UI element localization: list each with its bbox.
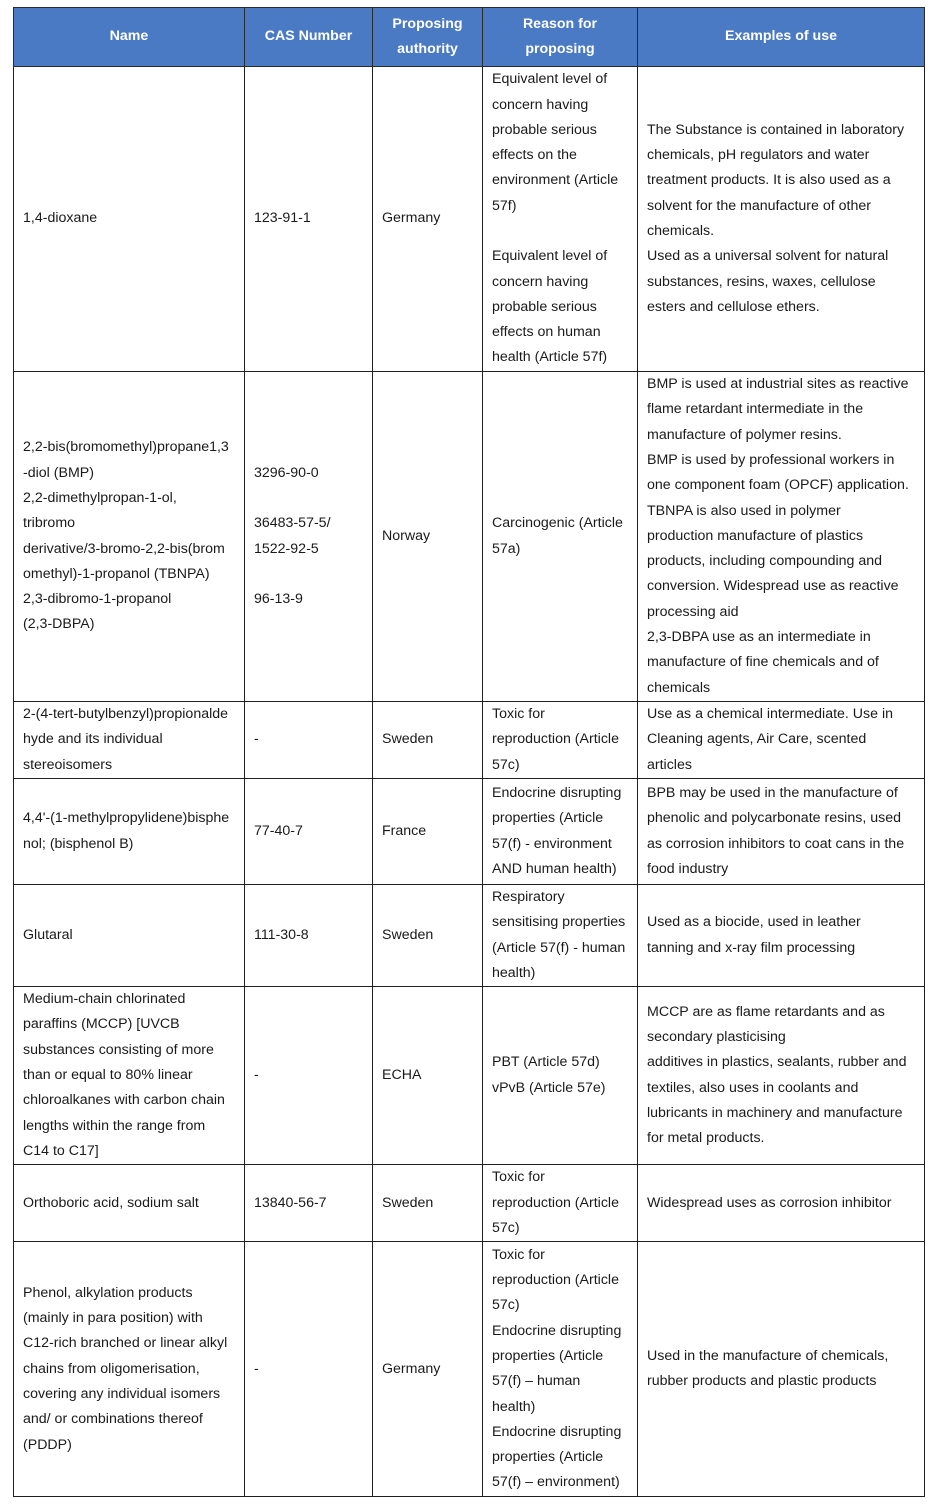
cell-text-line: sensitising properties [492,914,626,931]
cell-text-line: - [254,1360,259,1377]
cell-text-line: Widespread uses as corrosion inhibitor [647,1194,892,1211]
cell-text-line: lengths within the range from [23,1117,206,1134]
cell-text-line: TBNPA is also used in polymer [647,502,841,519]
cell-text-line: 2,2-dimethylpropan-1-ol, [23,489,177,506]
reason-for-proposing-cell [483,372,638,702]
cell-text-line: paraffins (MCCP) [UVCB [23,1016,180,1033]
name-column-header: Name [14,8,245,67]
table-header [14,8,925,67]
cell-text-line: Toxic for [492,706,545,723]
cell-text-line: Medium-chain chlorinated [23,991,186,1008]
substance-name-cell [14,1165,245,1242]
cell-text-line: chemicals [647,679,711,696]
cell-text-line: esters and cellulose ethers. [647,298,820,315]
cell-text-line: 2-(4-tert-butylbenzyl)propionalde [23,706,229,723]
cell-text-line: reproduction (Article [492,731,619,748]
cell-text-line: properties (Article [492,1347,604,1364]
examples-of-use-cell [638,372,925,702]
cell-text-line [254,486,366,511]
cas-number-cell [245,1165,373,1242]
cell-text-line: substances, resins, waxes, cellulose [647,273,876,290]
cell-text-line: Equivalent level of [492,71,608,88]
cell-text-line: C12-rich branched or linear alkyl [23,1335,228,1352]
cell-text-line: stereoisomers [23,756,113,773]
cell-text-line: - [254,731,259,748]
cell-text-line: Sweden [382,926,434,943]
cell-text-line: Used as a universal solvent for natural [647,248,889,265]
cell-text-line: AND human health) [492,860,617,877]
cell-text-line: Equivalent level of [492,248,608,265]
proposing-authority-column-header: Proposing authority [373,8,483,67]
cell-text-line: chloroalkanes with carbon chain [23,1092,225,1109]
cell-text-line: Phenol, alkylation products [23,1284,193,1301]
cell-text-line: 4,4'-(1-methylpropylidene)bisphe [23,810,230,827]
cell-text-line: 111-30-8 [254,926,309,943]
reason-for-proposing-cell [483,885,638,987]
cell-text-line: BPB may be used in the manufacture of [647,784,898,801]
table-row [14,885,925,987]
svhc-candidate-table [13,7,925,1497]
cell-text-line: health (Article 57f) [492,349,608,366]
cell-text-line: additives in plastics, sealants, rubber and [647,1054,907,1071]
reason-for-proposing-cell [483,1165,638,1242]
reason-column-header: Reason for proposing [483,8,638,67]
cell-text-line: omethyl)-1-propanol (TBNPA) [23,565,210,582]
cas-number-cell [245,987,373,1165]
cell-text-line: tribromo [23,515,76,532]
cell-text-line: 1522-92-5 [254,540,319,557]
cell-text-line: Carcinogenic (Article [492,515,623,532]
cell-text-line: food industry [647,860,729,877]
examples-of-use-cell [638,702,925,779]
cell-text-line: BMP is used at industrial sites as reactive [647,376,909,393]
examples-of-use-cell [638,779,925,885]
cell-text-line: textiles, also uses in coolants and [647,1079,859,1096]
cell-text-line: derivative/3-bromo-2,2-bis(brom [23,540,225,557]
substance-name-cell [14,372,245,702]
cell-text-line: 96-13-9 [254,591,303,608]
proposing-authority-cell [373,779,483,885]
cell-text-line: BMP is used by professional workers in [647,451,895,468]
cell-text-line: probable serious [492,121,597,138]
reason-for-proposing-cell [483,1242,638,1497]
substance-name-cell [14,885,245,987]
reason-for-proposing-cell [483,987,638,1165]
cell-text-line: production manufacture of plastics [647,527,864,544]
examples-of-use-column-header: Examples of use [638,8,925,67]
cell-text-line: 57(f) – environment) [492,1474,620,1491]
reason-for-proposing-cell [483,67,638,372]
cell-text-line: probable serious [492,298,597,315]
cell-text-line: Endocrine disrupting [492,784,622,801]
proposing-authority-cell [373,1242,483,1497]
cell-text-line: Toxic for [492,1169,545,1186]
cell-text-line [254,562,366,587]
cell-text-line: Germany [382,1360,441,1377]
cell-text-line: Endocrine disrupting [492,1322,622,1339]
cell-text-line: as corrosion inhibitors to coat cans in the [647,835,905,852]
cell-text-line: properties (Article [492,810,604,827]
table-row [14,987,925,1165]
cell-text-line: phenolic and polycarbonate resins, used [647,810,901,827]
cell-text-line: -diol (BMP) [23,464,94,481]
cell-text-line: Norway [382,527,431,544]
table-row [14,372,925,702]
cas-number-cell [245,67,373,372]
cell-text-line: one component foam (OPCF) application. [647,477,909,494]
cell-text-line: The Substance is contained in laboratory [647,121,905,138]
cell-text-line: 123-91-1 [254,210,311,227]
cell-text-line: 77-40-7 [254,822,303,839]
cell-text-line: 57c) [492,1219,520,1236]
cell-text-line: ECHA [382,1067,422,1084]
cell-text-line: nol; (bisphenol B) [23,835,134,852]
cell-text-line: health) [492,964,536,981]
cell-text-line: processing aid [647,603,739,620]
table-row [14,1242,925,1497]
cell-text-line: 1,4-dioxane [23,210,98,227]
cell-text-line: Used in the manufacture of chemicals, [647,1347,889,1364]
table-row [14,779,925,885]
examples-of-use-cell [638,1242,925,1497]
table-row [14,702,925,779]
proposing-authority-cell [373,67,483,372]
cell-text-line: Toxic for [492,1246,545,1263]
cell-text-line: than or equal to 80% linear [23,1067,193,1084]
cell-text-line: Germany [382,210,441,227]
cell-text-line: properties (Article [492,1449,604,1466]
cell-text-line: 2,3-dibromo-1-propanol [23,591,172,608]
examples-of-use-cell [638,1165,925,1242]
examples-of-use-cell [638,987,925,1165]
cell-text-line: 57a) [492,540,521,557]
cell-text-line: covering any individual isomers [23,1385,221,1402]
cell-text-line: Cleaning agents, Air Care, scented [647,731,867,748]
cell-text-line: conversion. Widespread use as reactive [647,578,899,595]
header-row [14,8,925,67]
cell-text-line: articles [647,756,692,773]
cell-text-line: 57(f) - environment [492,835,612,852]
cell-text-line: 57c) [492,756,520,773]
cell-text-line: (PDDP) [23,1436,72,1453]
cell-text-line: concern having [492,96,589,113]
cell-text-line: 36483-57-5/ [254,515,331,532]
cell-text-line: manufacture of polymer resins. [647,426,842,443]
cell-text-line: rubber products and plastic products [647,1373,877,1390]
cas-number-column-header: CAS Number [245,8,373,67]
proposing-authority-cell [373,987,483,1165]
cell-text-line: flame retardant intermediate in the [647,401,864,418]
cell-text-line: Sweden [382,1194,434,1211]
substance-name-cell [14,987,245,1165]
substance-name-cell [14,702,245,779]
cell-text-line: Endocrine disrupting [492,1423,622,1440]
cell-text-line: 2,3-DBPA use as an intermediate in [647,629,871,646]
cell-text-line: (2,3-DBPA) [23,616,95,633]
cell-text-line: 57f) [492,197,517,214]
substance-name-cell [14,1242,245,1497]
table-body [14,67,925,1497]
cas-number-cell [245,702,373,779]
cell-text-line: chemicals. [647,223,715,239]
cell-text-line: MCCP are as flame retardants and as [647,1003,885,1020]
cell-text-line: (mainly in para position) with [23,1310,203,1327]
cell-text-line: Sweden [382,731,434,748]
cas-number-cell [245,779,373,885]
cell-text-line: hyde and its individual [23,731,163,748]
cell-text-line: manufacture of fine chemicals and of [647,654,879,671]
cell-text-line: concern having [492,273,589,290]
cell-text-line: treatment products. It is also used as a [647,172,891,189]
cas-number-cell [245,885,373,987]
cell-text-line: 2,2-bis(bromomethyl)propane1,3 [23,439,229,456]
reason-for-proposing-cell [483,779,638,885]
cell-text-line: effects on human [492,324,601,341]
cas-number-cell [245,1242,373,1497]
cas-number-cell [245,372,373,702]
cell-text-line: 3296-90-0 [254,464,319,481]
cell-text-line: health) [492,1398,536,1415]
cell-text-line: Used as a biocide, used in leather [647,914,861,931]
cell-text-line: reproduction (Article [492,1194,619,1211]
cell-text-line: environment (Article [492,172,619,189]
cell-text-line: 13840-56-7 [254,1194,327,1211]
cell-text-line: - [254,1067,259,1084]
table-row [14,67,925,372]
cell-text-line: 57c) [492,1297,520,1314]
cell-text-line: C14 to C17] [23,1142,99,1159]
cell-text-line: France [382,822,427,839]
cell-text-line: 57(f) – human [492,1373,581,1390]
examples-of-use-cell [638,67,925,372]
cell-text-line: solvent for the manufacture of other [647,197,871,214]
cell-text-line: reproduction (Article [492,1272,619,1289]
cell-text-line: Respiratory [492,889,565,905]
cell-text-line: chains from oligomerisation, [23,1360,200,1377]
cell-text-line: Use as a chemical intermediate. Use in [647,706,894,723]
proposing-authority-cell [373,1165,483,1242]
cell-text-line: tanning and x-ray film processing [647,939,856,956]
reason-for-proposing-cell [483,702,638,779]
cell-text-line: Glutaral [23,926,73,943]
substance-name-cell [14,779,245,885]
cell-text-line: chemicals, pH regulators and water [647,147,870,164]
cell-text-line: effects on the [492,147,577,164]
cell-text-line: (Article 57(f) - human [492,939,626,956]
cell-text-line: products, including compounding and [647,553,883,570]
cell-text-line: and/ or combinations thereof [23,1411,203,1428]
table-row [14,1165,925,1242]
cell-text-line: substances consisting of more [23,1041,214,1058]
substance-name-cell [14,67,245,372]
proposing-authority-cell [373,372,483,702]
proposing-authority-cell [373,702,483,779]
cell-text-line: PBT (Article 57d) [492,1054,600,1071]
cell-text-line: lubricants in machinery and manufacture [647,1105,903,1122]
cell-text-line [492,219,631,244]
cell-text-line: Orthoboric acid, sodium salt [23,1194,199,1211]
cell-text-line: secondary plasticising [647,1029,786,1046]
cell-text-line: for metal products. [647,1130,765,1147]
examples-of-use-cell [638,885,925,987]
cell-text-line: vPvB (Article 57e) [492,1079,606,1096]
proposing-authority-cell [373,885,483,987]
